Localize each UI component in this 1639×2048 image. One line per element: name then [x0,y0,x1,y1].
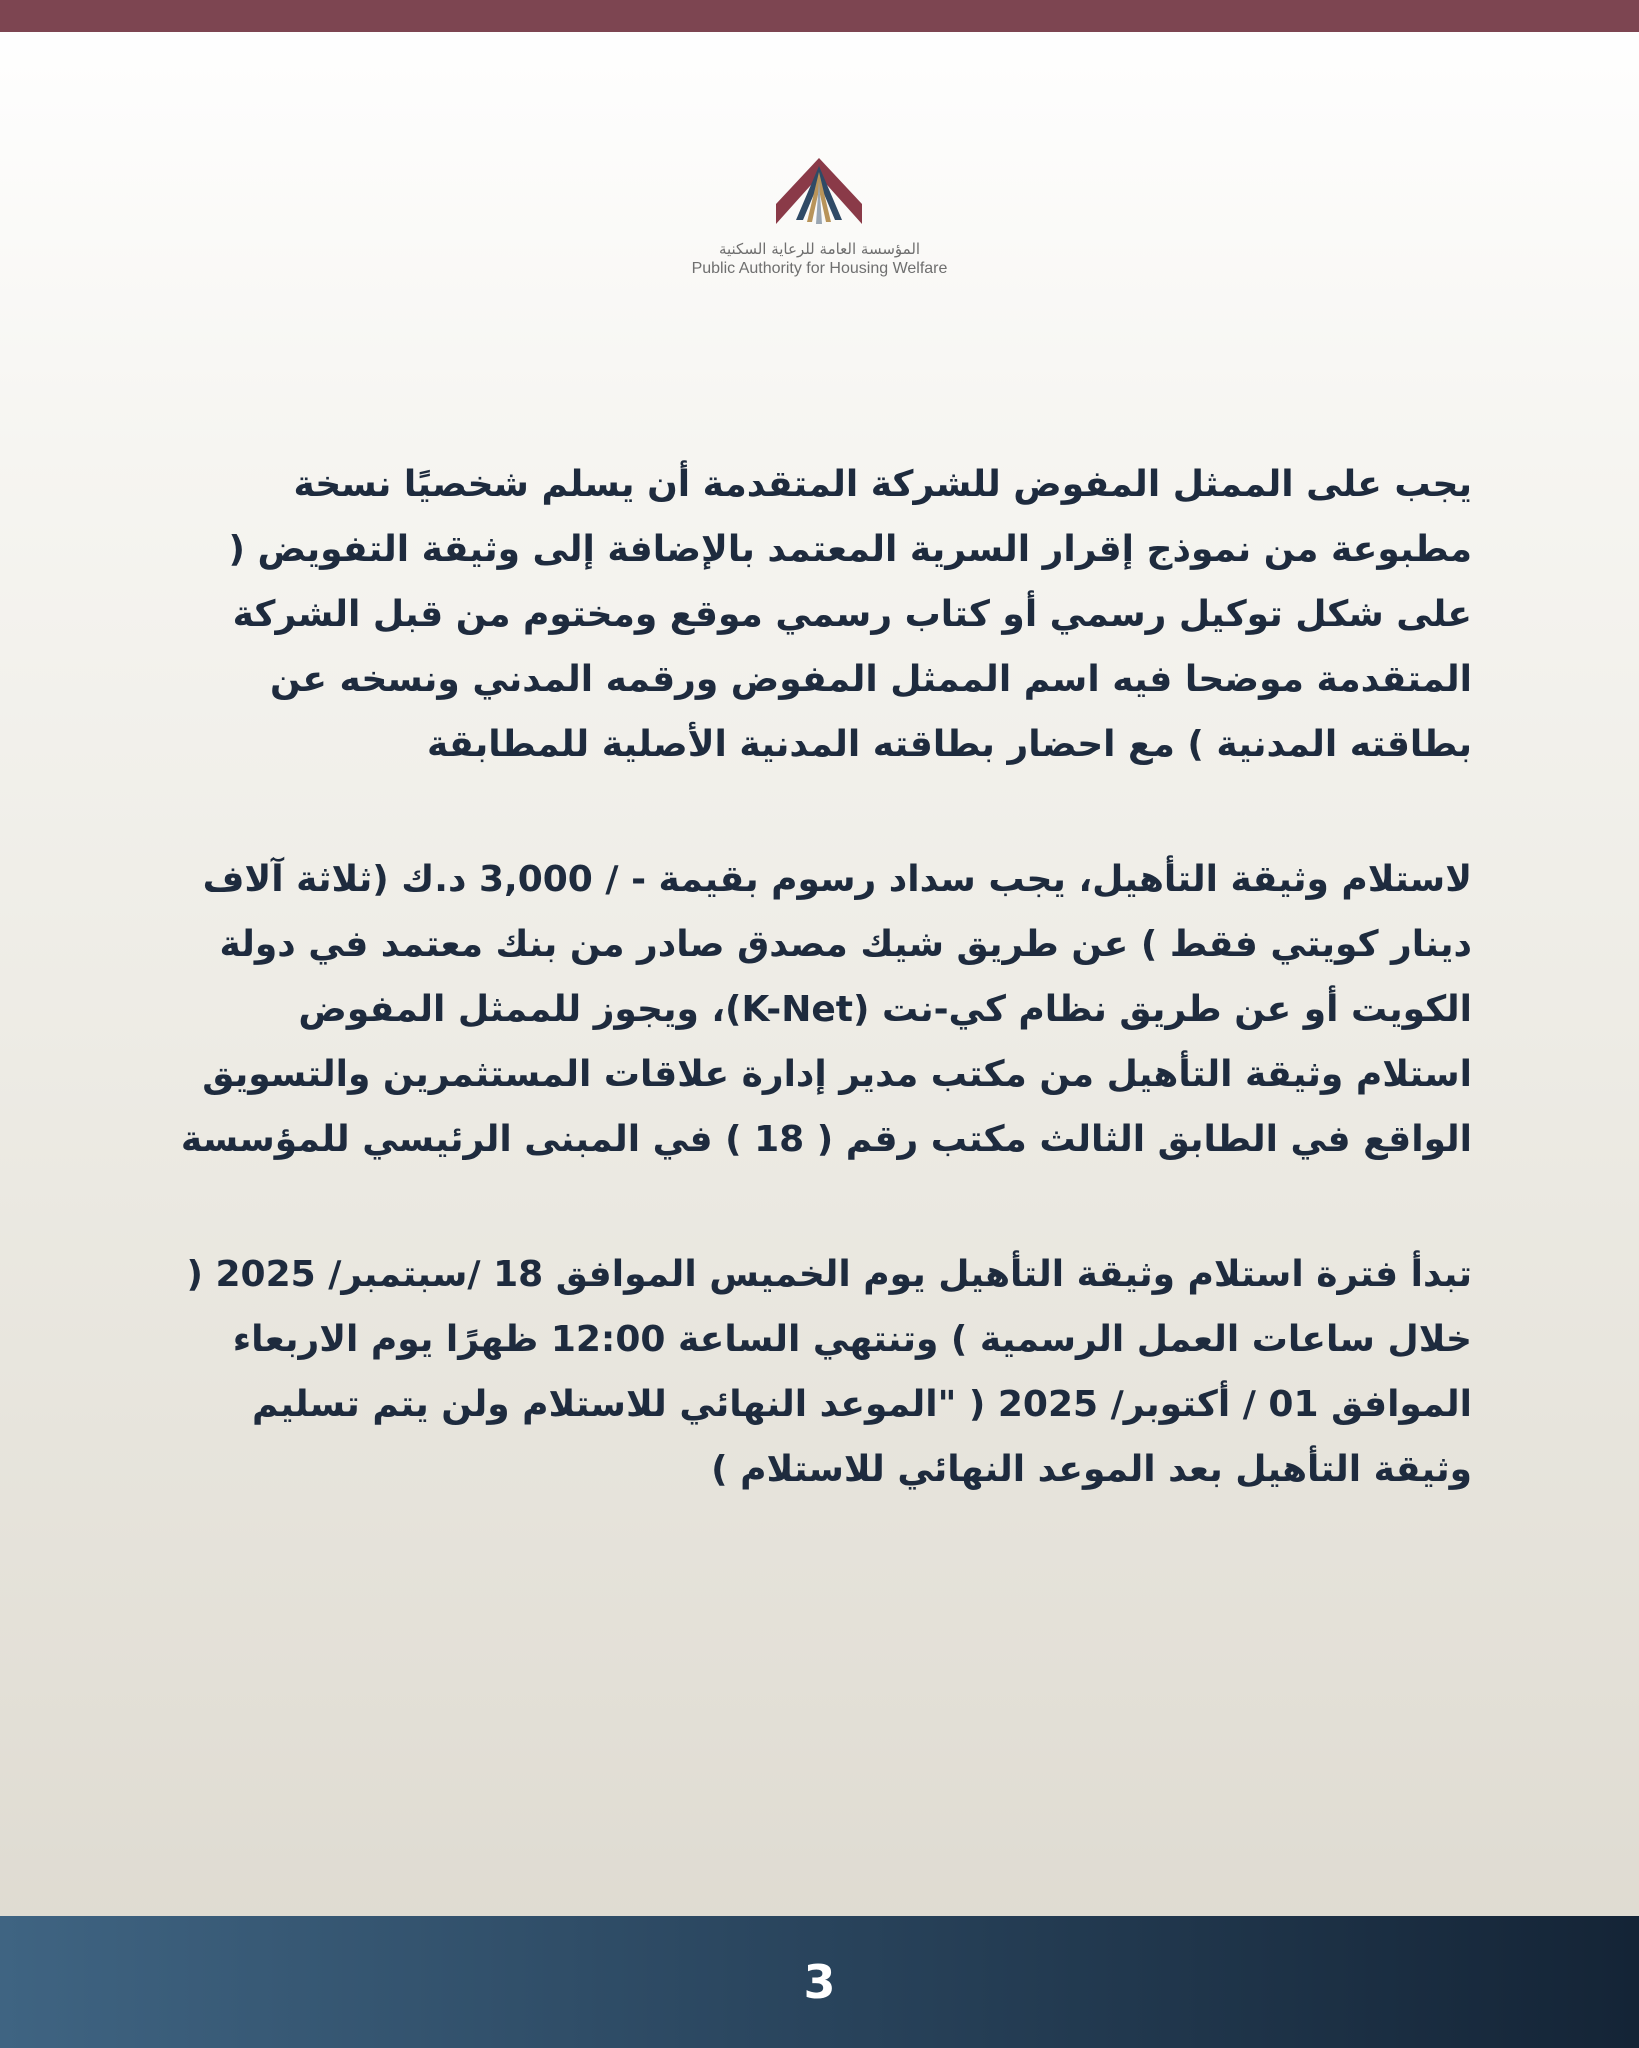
top-accent-bar [0,0,1639,32]
organization-logo [0,150,1639,290]
org-name-arabic: المؤسسة العامة للرعاية السكنية [718,240,921,258]
paragraph-fee-payment: لاستلام وثيقة التأهيل، يجب سداد رسوم بقيمة - / 3,000 د.ك (ثلاثة آلاف دينار كويتي فقط ) عن طريق شيك مصدق صادر من بنك معتمد في دولة الكويت أو عن طريق نظام كي-نت (K-Net)، ويجوز للممثل المفوض استلام وثيقة التأهيل من مكتب مدير إدارة علاقات المستثمرين والتسويق الواقع في الطابق الثالث مكتب رقم ( 18 ) في المبنى الرئيسي للمؤسسة [180,859,1472,1160]
document-body [180,452,1472,1572]
org-name-english: Public Authority for Housing Welfare [691,260,948,277]
paragraph-collection-period: تبدأ فترة استلام وثيقة التأهيل يوم الخميس الموافق 18 /سبتمبر/ 2025 ( خلال ساعات العمل الرسمية ) وتنتهي الساعة 12:00 ظهرًا يوم الاربعاء الموافق 01 / أكتوبر/ 2025 ( "الموعد النهائي للاستلام ولن يتم تسليم وثيقة التأهيل بعد الموعد النهائي للاستلام ) [186,1254,1472,1490]
footer-bar [0,1916,1639,2048]
housing-authority-logo-icon [776,158,862,224]
paragraph-representative-requirements: يجب على الممثل المفوض للشركة المتقدمة أن يسلم شخصيًا نسخة مطبوعة من نموذج إقرار السرية المعتمد بالإضافة إلى وثيقة التفويض ( على شكل توكيل رسمي أو كتاب رسمي موقع ومختوم من قبل الشركة المتقدمة موضحا فيه اسم الممثل المفوض ورقمه المدني ونسخه عن بطاقته المدنية ) مع احضار بطاقته المدنية الأصلية للمطابقة [228,464,1472,765]
page-number: 3 [803,1955,836,2009]
